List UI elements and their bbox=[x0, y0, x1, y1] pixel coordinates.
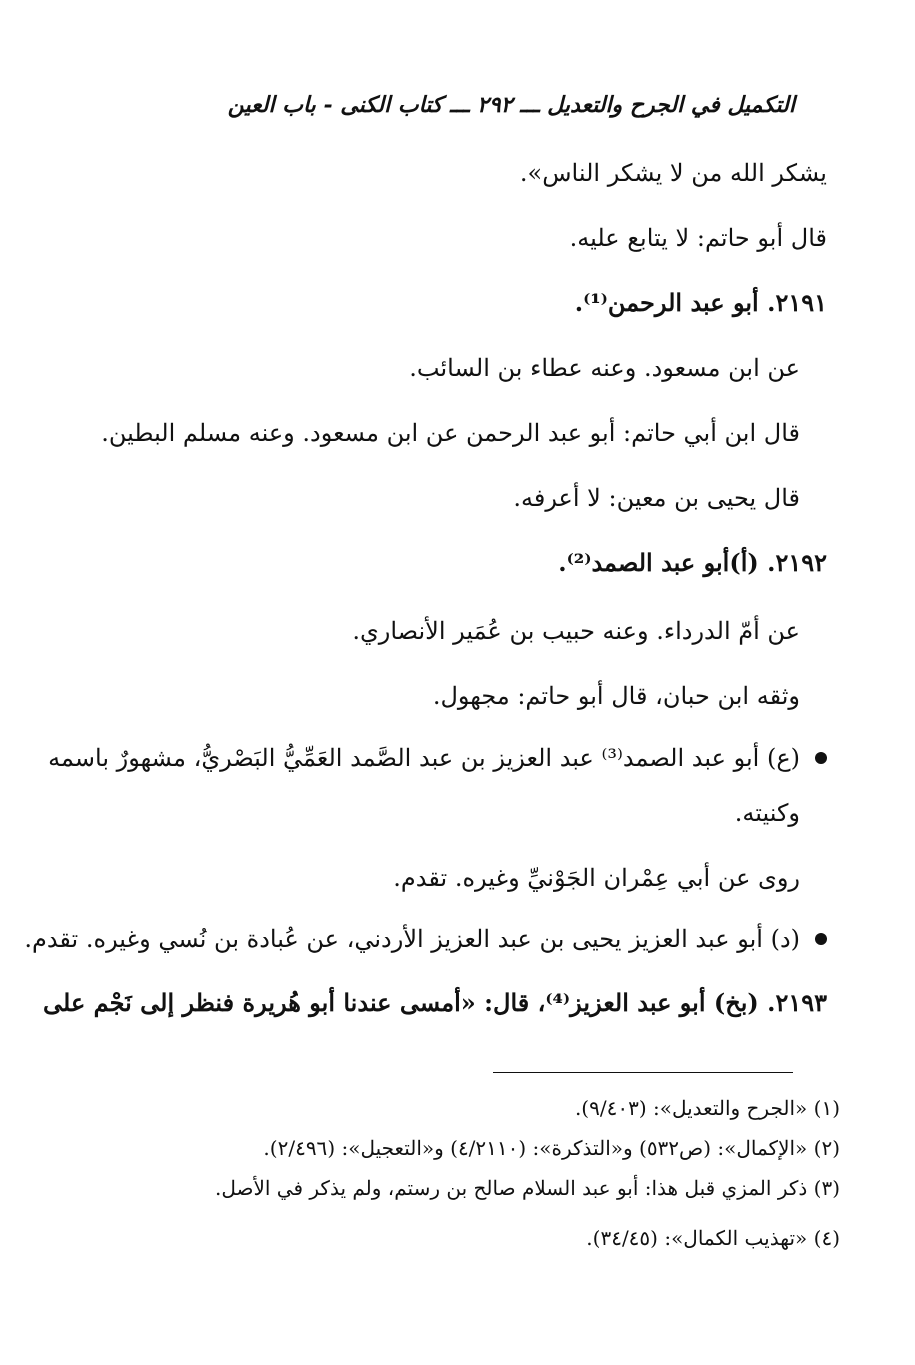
entry-2193-heading: ٢١٩٣. (بخ) أبو عبد العزيز⁽⁴⁾، قال: «أمسى عندنا أبو هُريرة فنظر إلى نَجْم على bbox=[43, 988, 827, 1017]
bullet-1-line-2: وكنيته. bbox=[734, 799, 800, 827]
footnote-separator bbox=[493, 1072, 793, 1073]
text-line-7: وثقه ابن حبان، قال أبو حاتم: مجهول. bbox=[432, 682, 800, 710]
footnote-3: (٣) ذكر المزي قبل هذا: أبو عبد السلام صالح بن رستم، ولم يذكر في الأصل. bbox=[215, 1176, 840, 1200]
page-header: التكميل في الجرح والتعديل ـــ ٢٩٢ ـــ كتاب الكنى - باب العين bbox=[227, 92, 795, 118]
text-line-4: قال ابن أبي حاتم: أبو عبد الرحمن عن ابن مسعود. وعنه مسلم البطين. bbox=[101, 419, 800, 447]
footnote-4: (٤) «تهذيب الكمال»: (٣٤/٤٥). bbox=[586, 1226, 840, 1250]
text-line-1: يشكر الله من لا يشكر الناس». bbox=[519, 159, 827, 187]
footnote-1: (١) «الجرح والتعديل»: (٩/٤٠٣). bbox=[574, 1096, 840, 1120]
footnote-2: (٢) «الإكمال»: (ص٥٣٢) و«التذكرة»: (٤/٢١١٠) و«التعجيل»: (٢/٤٩٦). bbox=[263, 1136, 840, 1160]
text-line-3: عن ابن مسعود. وعنه عطاء بن السائب. bbox=[409, 354, 800, 382]
text-line-5: قال يحيى بن معين: لا أعرفه. bbox=[513, 484, 800, 512]
bullet-marker-1 bbox=[815, 752, 827, 764]
text-line-2: قال أبو حاتم: لا يتابع عليه. bbox=[569, 224, 827, 252]
bullet-2-line: (د) أبو عبد العزيز يحيى بن عبد العزيز الأردني، عن عُبادة بن نُسي وغيره. تقدم. bbox=[24, 925, 800, 953]
text-line-8: روى عن أبي عِمْران الجَوْنيِّ وغيره. تقدم. bbox=[393, 864, 800, 892]
entry-2191-heading: ٢١٩١. أبو عبد الرحمن⁽¹⁾. bbox=[574, 288, 827, 317]
text-line-6: عن أمّ الدرداء. وعنه حبيب بن عُمَير الأنصاري. bbox=[352, 617, 800, 645]
bullet-1-line-1: (ع) أبو عبد الصمد⁽³⁾ عبد العزيز بن عبد الصَّمد العَمِّيُّ البَصْريُّ، مشهورٌ باسمه bbox=[48, 744, 800, 772]
entry-2192-heading: ٢١٩٢. (أ)أبو عبد الصمد⁽²⁾. bbox=[558, 548, 827, 577]
bullet-marker-2 bbox=[815, 933, 827, 945]
